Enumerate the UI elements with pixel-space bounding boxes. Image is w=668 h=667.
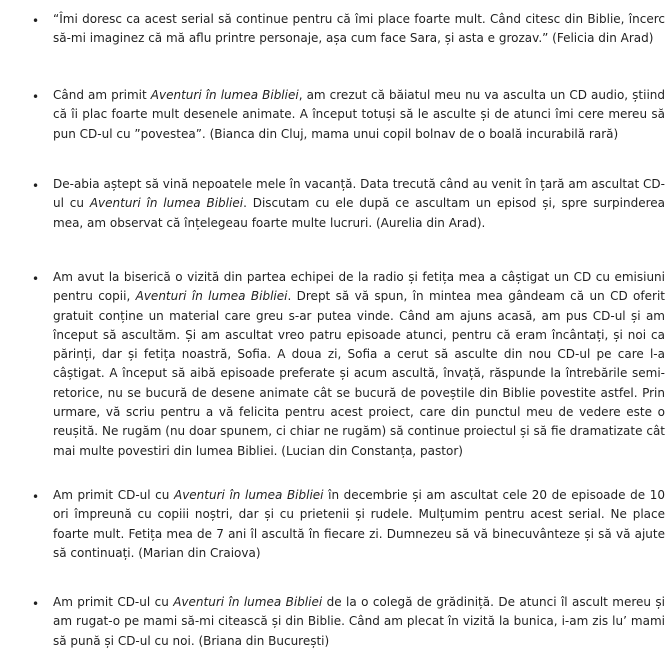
series-title: Aventuri în lumea Bibliei: [89, 196, 244, 211]
text-run: Am avut la biserică o vizită din partea echipei de la radio și fetița mea a câștigat un CD cu emisiuni pentru copii,: [53, 270, 665, 304]
text-run: în decembrie și am ascultat cele 20 de episoade de 10 ori împreună cu copiii noștri, dar și cu prietenii și rudele. Mulțumim pentru acest serial. Ne place foarte mult. Fetița mea de 7 ani îl ascultă în fiecare zi. Dumnezeu să vă binecuvânteze și să vă ajute să continuați. (Marian din Craiova): [53, 488, 665, 560]
text-run: “Îmi doresc ca acest serial să continue pentru că îmi place foarte mult. Când citesc din Biblie, încerc să-mi imaginez că mă aflu printre personaje, așa cum face Sara, și asta e grozav.” (Felicia din Arad): [53, 12, 665, 46]
bullet-icon: •: [32, 597, 40, 611]
testimonial-text: [53, 10, 665, 49]
text-run: , am crezut că băiatul meu nu va asculta un CD audio, știind că îi plac foarte mult desenele animate. A început totuși să le asculte și de atunci îmi cere mereu să pun CD-ul cu ”povestea”. (Bianca din Cluj, mama unui copil bolnav de o boală incurabilă rară): [53, 88, 666, 141]
text-run: Am primit CD-ul cu: [53, 488, 174, 502]
series-title: Aventuri în lumea Bibliei: [135, 289, 288, 304]
series-title: Aventuri în lumea Bibliei: [150, 88, 299, 102]
bullet-icon: •: [32, 90, 40, 104]
series-title: Aventuri în lumea Bibliei: [173, 488, 324, 502]
text-run: . Discutam cu ele după ce ascultam un episod și, spre surpinderea mea, am observat că înțelegeau foarte multe lucruri. (Aurelia din Arad).: [53, 196, 665, 230]
text-run: Am primit CD-ul cu: [53, 595, 174, 609]
testimonial-text: [53, 268, 665, 461]
testimonial-text: [53, 86, 665, 144]
text-run: de la o colegă de grădiniță. De atunci îl ascult mereu și am rugat-o pe mami să-mi citească și din Biblie. Când am plecat în vizită la bunica, i-am zis lu’ mami să pună și CD-ul cu noi. (Briana din București): [53, 595, 665, 648]
bullet-icon: •: [32, 14, 40, 28]
text-run: Când am primit: [53, 88, 151, 102]
testimonial-text: [53, 175, 665, 233]
bullet-icon: •: [32, 490, 40, 504]
series-title: Aventuri în lumea Bibliei: [173, 595, 323, 609]
bullet-icon: •: [32, 179, 40, 193]
text-run: . Drept să vă spun, în mintea mea gândeam că un CD oferit gratuit conține un material care greu s-ar putea vinde. Când am ajuns acasă, am pus CD-ul și am început să ascultăm. Și am ascultat vreo patru episoade atunci, pentru că eram încântați, și noi ca părinți, dar și fetița noastră, Sofia. A doua zi, Sofia a cerut să asculte din nou CD-ul pe care l-a câștigat. A început să aibă episoade preferate și acum ascultă, învață, răspunde la întrebările semi-retorice, nu se bucură de desene animate cât se bucură de poveștile din Biblie povestite astfel. Prin urmare, vă scriu pentru a vă felicita pentru acest proiect, care din punctul meu de vedere este o reușită. Ne rugăm (nu doar spunem, ci chiar ne rugăm) să continue proiectul și să fie dramatizate cât mai multe povestiri din lumea Bibliei. (Lucian din Constanța, pastor): [53, 289, 665, 458]
testimonial-text: [53, 593, 665, 651]
testimonial-text: [53, 486, 665, 563]
bullet-icon: •: [32, 272, 40, 286]
text-run: De-abia aștept să vină nepoatele mele în vacanță. Data trecută când au venit în țară am ascultat CD-ul cu: [53, 177, 665, 211]
